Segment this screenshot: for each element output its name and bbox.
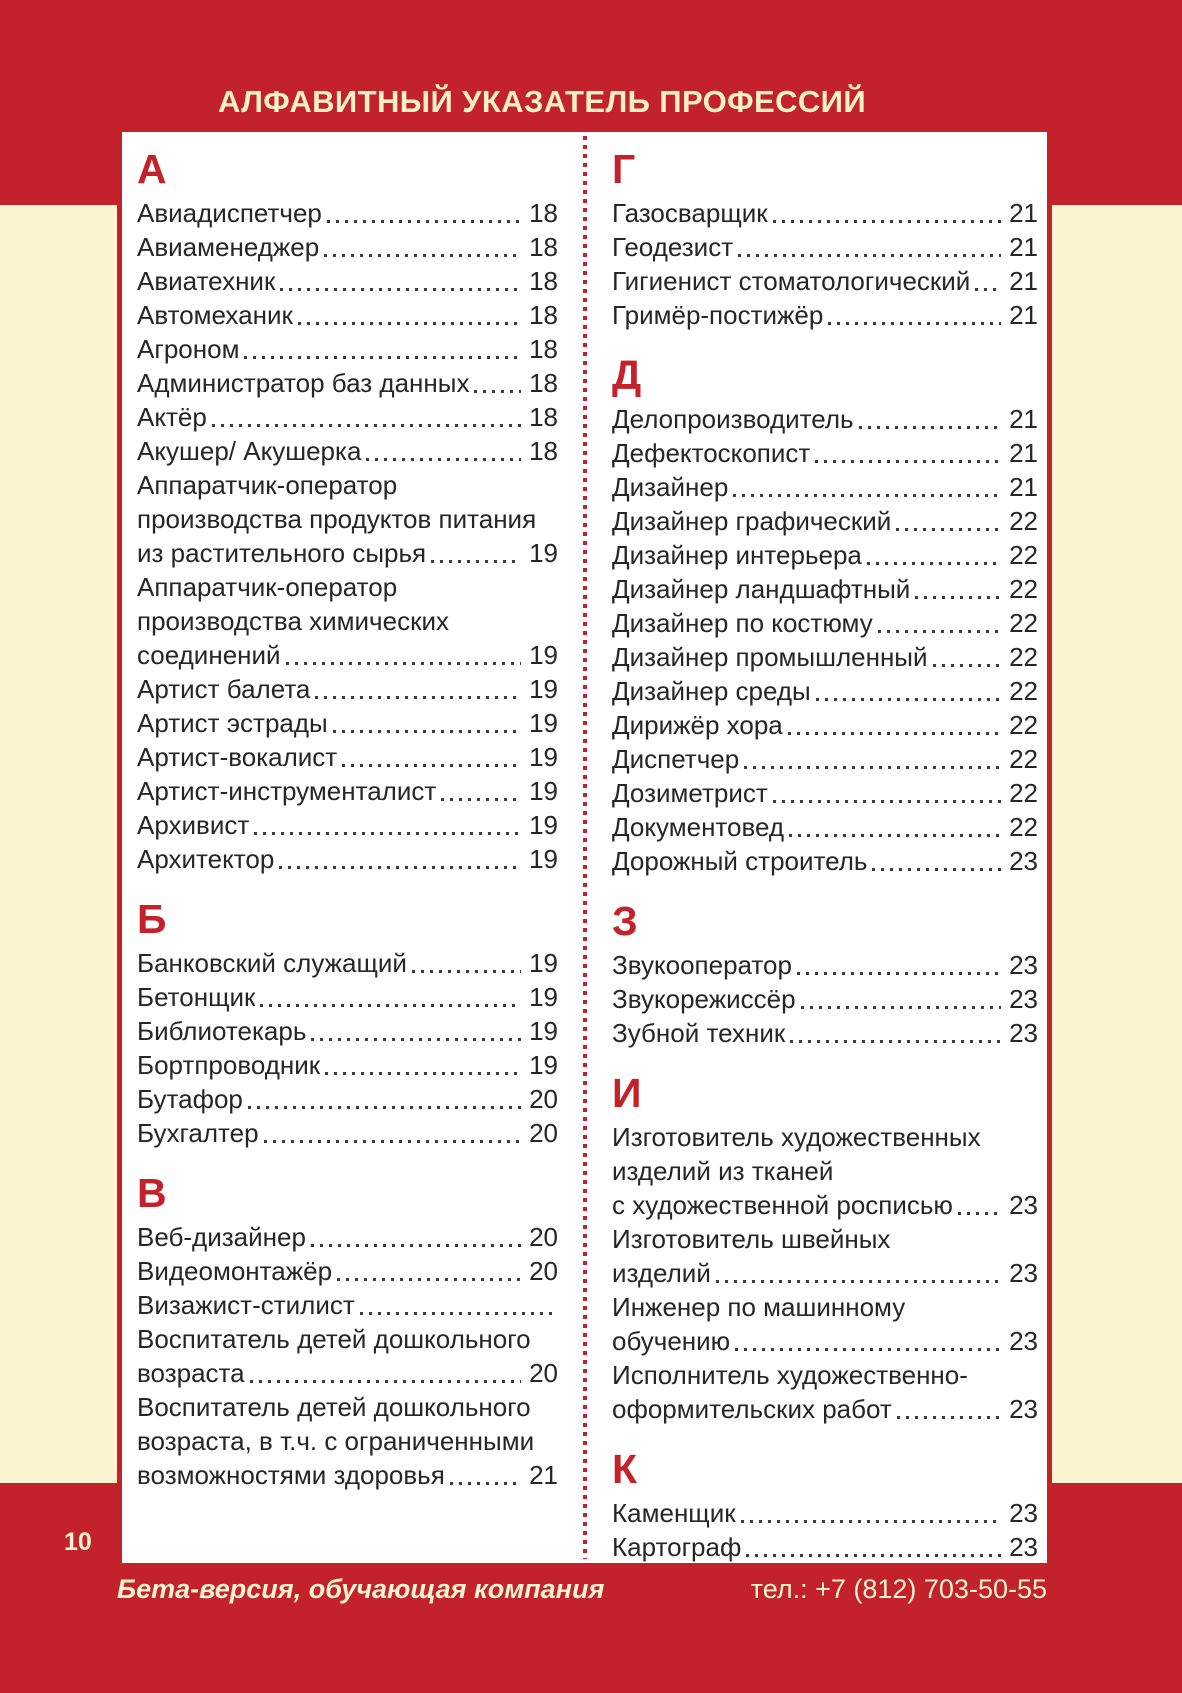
index-entry [137,230,558,264]
entry-page-number: 19 [529,640,558,670]
entry-label: Делопроизводитель [612,404,854,434]
entry-label: из растительного сырья [137,538,427,568]
index-entry [137,434,558,468]
entry-label: Изготовитель швейных [612,1224,891,1254]
entry-label: Авиатехник [137,266,276,296]
entry-label: Диспетчер [612,744,740,774]
entry-label: Гримёр-постижёр [612,300,824,330]
entry-label: Дизайнер промышленный [612,642,928,672]
entry-page-number: 18 [529,436,558,466]
entry-page-number: 21 [529,1460,558,1490]
entry-page-number: 22 [1009,540,1038,570]
entry-page-number: 18 [529,368,558,398]
entry-label: возраста, в т.ч. с ограниченными [137,1426,535,1456]
entry-page-number: 19 [529,948,558,978]
entry-label: Дизайнер ландшафтный [612,574,911,604]
entry-page-number: 20 [529,1084,558,1114]
section-letter: З [612,898,638,944]
index-column-right [612,146,1038,1563]
index-entry [612,1222,1038,1256]
footer-company-text: Бета-версия, обучающая компания [117,1574,605,1604]
entry-page-number: 23 [1009,1498,1038,1528]
index-entry [612,1324,1038,1358]
index-entry [612,230,1038,264]
section-letter: Д [612,352,642,398]
entry-page-number: 19 [529,742,558,772]
entry-page-number: 22 [1009,642,1038,672]
index-entry [612,436,1038,470]
index-entry [137,672,558,706]
entry-page-number: 19 [529,1050,558,1080]
index-entry [612,470,1038,504]
entry-label: Бортпроводник [137,1050,321,1080]
index-entry [612,1290,1038,1324]
entry-page-number: 19 [529,844,558,874]
entry-label: Библиотекарь [137,1016,307,1046]
index-entry [612,948,1038,982]
entry-page-number: 21 [1009,404,1038,434]
page-number: 10 [64,1528,92,1556]
entry-page-number: 22 [1009,506,1038,536]
index-entry [612,1016,1038,1050]
section-letter: Б [137,896,167,942]
entry-page-number: 19 [529,674,558,704]
entry-label: Бетонщик [137,982,256,1012]
index-section [612,898,1038,1050]
index-entry [612,742,1038,776]
entry-page-number: 20 [529,1256,558,1286]
entry-label: возможностями здоровья [137,1460,445,1490]
entry-page-number: 20 [529,1358,558,1388]
index-entry [137,468,558,502]
index-section [137,146,558,876]
entry-label: Каменщик [612,1498,736,1528]
entry-label: Архитектор [137,844,275,874]
entry-page-number: 21 [1009,300,1038,330]
entry-label: Газосварщик [612,198,768,228]
entry-label: Бухгалтер [137,1118,259,1148]
index-entry [612,402,1038,436]
index-entry [137,706,558,740]
entry-label: оформительских работ [612,1394,892,1424]
entry-page-number: 21 [1009,472,1038,502]
index-entry [137,332,558,366]
entry-page-number: 18 [529,266,558,296]
entry-label: Гигиенист стоматологический [612,266,971,296]
index-entry [137,638,558,672]
index-section [137,1170,558,1492]
entry-label: Воспитатель детей дошкольного [137,1392,531,1422]
index-entry [137,808,558,842]
entry-label: Изготовитель художественных [612,1122,981,1152]
index-entry [137,1082,558,1116]
entry-page-number: 22 [1009,676,1038,706]
entry-label: Архивист [137,810,250,840]
entry-page-number: 23 [1009,1326,1038,1356]
entry-label: Видеомонтажёр [137,1256,333,1286]
entry-label: Воспитатель детей дошкольного [137,1324,531,1354]
entry-page-number: 22 [1009,778,1038,808]
entry-label: Дизайнер графический [612,506,892,536]
section-letter: А [137,146,167,192]
index-entry [612,1120,1038,1154]
index-entry [612,298,1038,332]
entry-label: Дизайнер среды [612,676,811,706]
index-entry [137,1288,558,1322]
footer-phone: тел.: +7 (812) 703-50-55 [750,1574,1047,1604]
index-entry [137,1458,558,1492]
index-entry [137,264,558,298]
index-entry [612,1256,1038,1290]
index-entry [612,844,1038,878]
entry-page-number: 19 [529,810,558,840]
index-entry [137,1048,558,1082]
index-entry [137,1390,558,1424]
entry-page-number: 19 [529,538,558,568]
index-section [612,146,1038,332]
entry-page-number: 20 [529,1222,558,1252]
index-entry [137,298,558,332]
entry-label: Звукорежиссёр [612,984,796,1014]
entry-label: Банковский служащий [137,948,407,978]
entry-page-number: 18 [529,198,558,228]
entry-label: Дизайнер по костюму [612,608,873,638]
entry-label: Артист-вокалист [137,742,338,772]
index-column-left [137,146,558,1492]
index-entry [612,1154,1038,1188]
index-entry [612,982,1038,1016]
index-entry [137,1254,558,1288]
entry-label: Артист балета [137,674,311,704]
column-divider [583,136,587,1559]
index-entry [137,196,558,230]
section-letter: К [612,1446,638,1492]
entry-label: Зубной техник [612,1018,786,1048]
entry-label: производства продуктов питания [137,504,537,534]
entry-page-number: 23 [1009,1258,1038,1288]
entry-label: Геодезист [612,232,734,262]
index-entry [612,674,1038,708]
index-section [612,1446,1038,1563]
entry-label: Актёр [137,402,207,432]
index-entry [137,1116,558,1150]
index-entry [137,980,558,1014]
entry-label: Картограф [612,1532,742,1562]
entry-label: Веб-дизайнер [137,1222,306,1252]
entry-label: Исполнитель художественно- [612,1360,968,1390]
entry-label: Дорожный строитель [612,846,868,876]
index-entry [137,400,558,434]
entry-page-number: 18 [529,334,558,364]
entry-label: Бутафор [137,1084,243,1114]
index-entry [137,1322,558,1356]
index-entry [137,366,558,400]
entry-label: Дозиметрист [612,778,768,808]
index-entry [137,1424,558,1458]
entry-label: Аппаратчик-оператор [137,470,398,500]
entry-label: Дизайнер [612,472,729,502]
index-entry [612,538,1038,572]
index-entry [612,1188,1038,1222]
entry-page-number: 23 [1009,984,1038,1014]
entry-label: Дизайнер интерьера [612,540,862,570]
section-letter: И [612,1070,642,1116]
entry-label: Дирижёр хора [612,710,783,740]
entry-page-number: 18 [529,232,558,262]
entry-label: Документовед [612,812,785,842]
entry-label: Авиадиспетчер [137,198,322,228]
entry-page-number: 21 [1009,232,1038,262]
entry-label: Инженер по машинному [612,1292,906,1322]
entry-page-number: 23 [1009,846,1038,876]
index-content-box [117,132,1052,1563]
index-entry [137,1220,558,1254]
index-entry [612,810,1038,844]
index-entry [137,946,558,980]
index-entry [612,1358,1038,1392]
index-entry [612,708,1038,742]
page-title: АЛФАВИТНЫЙ УКАЗАТЕЛЬ ПРОФЕССИЙ [217,84,867,119]
index-entry [612,572,1038,606]
entry-page-number: 22 [1009,608,1038,638]
index-entry [137,502,558,536]
entry-page-number: 23 [1009,950,1038,980]
entry-page-number: 18 [529,402,558,432]
entry-page-number: 19 [529,776,558,806]
entry-label: Акушер/ Акушерка [137,436,362,466]
entry-label: производства химических [137,606,449,636]
entry-label: возраста [137,1358,245,1388]
entry-label: обучению [612,1326,731,1356]
index-entry [137,570,558,604]
entry-page-number: 22 [1009,710,1038,740]
index-entry [137,842,558,876]
entry-page-number: 23 [1009,1532,1038,1562]
entry-page-number: 23 [1009,1190,1038,1220]
index-section [137,896,558,1150]
entry-page-number: 19 [529,1016,558,1046]
entry-page-number: 21 [1009,266,1038,296]
entry-page-number: 18 [529,300,558,330]
entry-label: соединений [137,640,281,670]
entry-label: Визажист-стилист [137,1290,355,1320]
section-letter: Г [612,146,636,192]
section-letter: В [137,1170,167,1216]
index-entry [612,1530,1038,1563]
entry-label: Администратор баз данных [137,368,470,398]
index-entry [137,1014,558,1048]
index-entry [137,1356,558,1390]
index-entry [612,640,1038,674]
entry-label: Аппаратчик-оператор [137,572,398,602]
entry-page-number: 21 [1009,438,1038,468]
index-section [612,352,1038,878]
entry-page-number: 22 [1009,574,1038,604]
index-entry [137,536,558,570]
entry-page-number: 19 [529,708,558,738]
index-entry [612,1392,1038,1426]
index-entry [137,774,558,808]
entry-page-number: 22 [1009,744,1038,774]
entry-page-number: 22 [1009,812,1038,842]
entry-label: Артист-инструменталист [137,776,437,806]
entry-page-number: 20 [529,1118,558,1148]
entry-label: Автомеханик [137,300,293,330]
entry-label: Авиаменеджер [137,232,320,262]
entry-label: Артист эстрады [137,708,328,738]
entry-label: изделий [612,1258,711,1288]
index-entry [612,504,1038,538]
entry-page-number: 23 [1009,1394,1038,1424]
entry-label: Звукооператор [612,950,792,980]
index-entry [137,604,558,638]
entry-page-number: 21 [1009,198,1038,228]
entry-page-number: 23 [1009,1018,1038,1048]
index-entry [137,740,558,774]
entry-label: изделий из тканей [612,1156,834,1186]
entry-label: с художественной росписью [612,1190,953,1220]
index-entry [612,196,1038,230]
index-entry [612,606,1038,640]
entry-label: Агроном [137,334,240,364]
index-entry [612,776,1038,810]
index-section [612,1070,1038,1426]
entry-page-number: 19 [529,982,558,1012]
index-entry [612,264,1038,298]
entry-label: Дефектоскопист [612,438,811,468]
index-entry [612,1496,1038,1530]
